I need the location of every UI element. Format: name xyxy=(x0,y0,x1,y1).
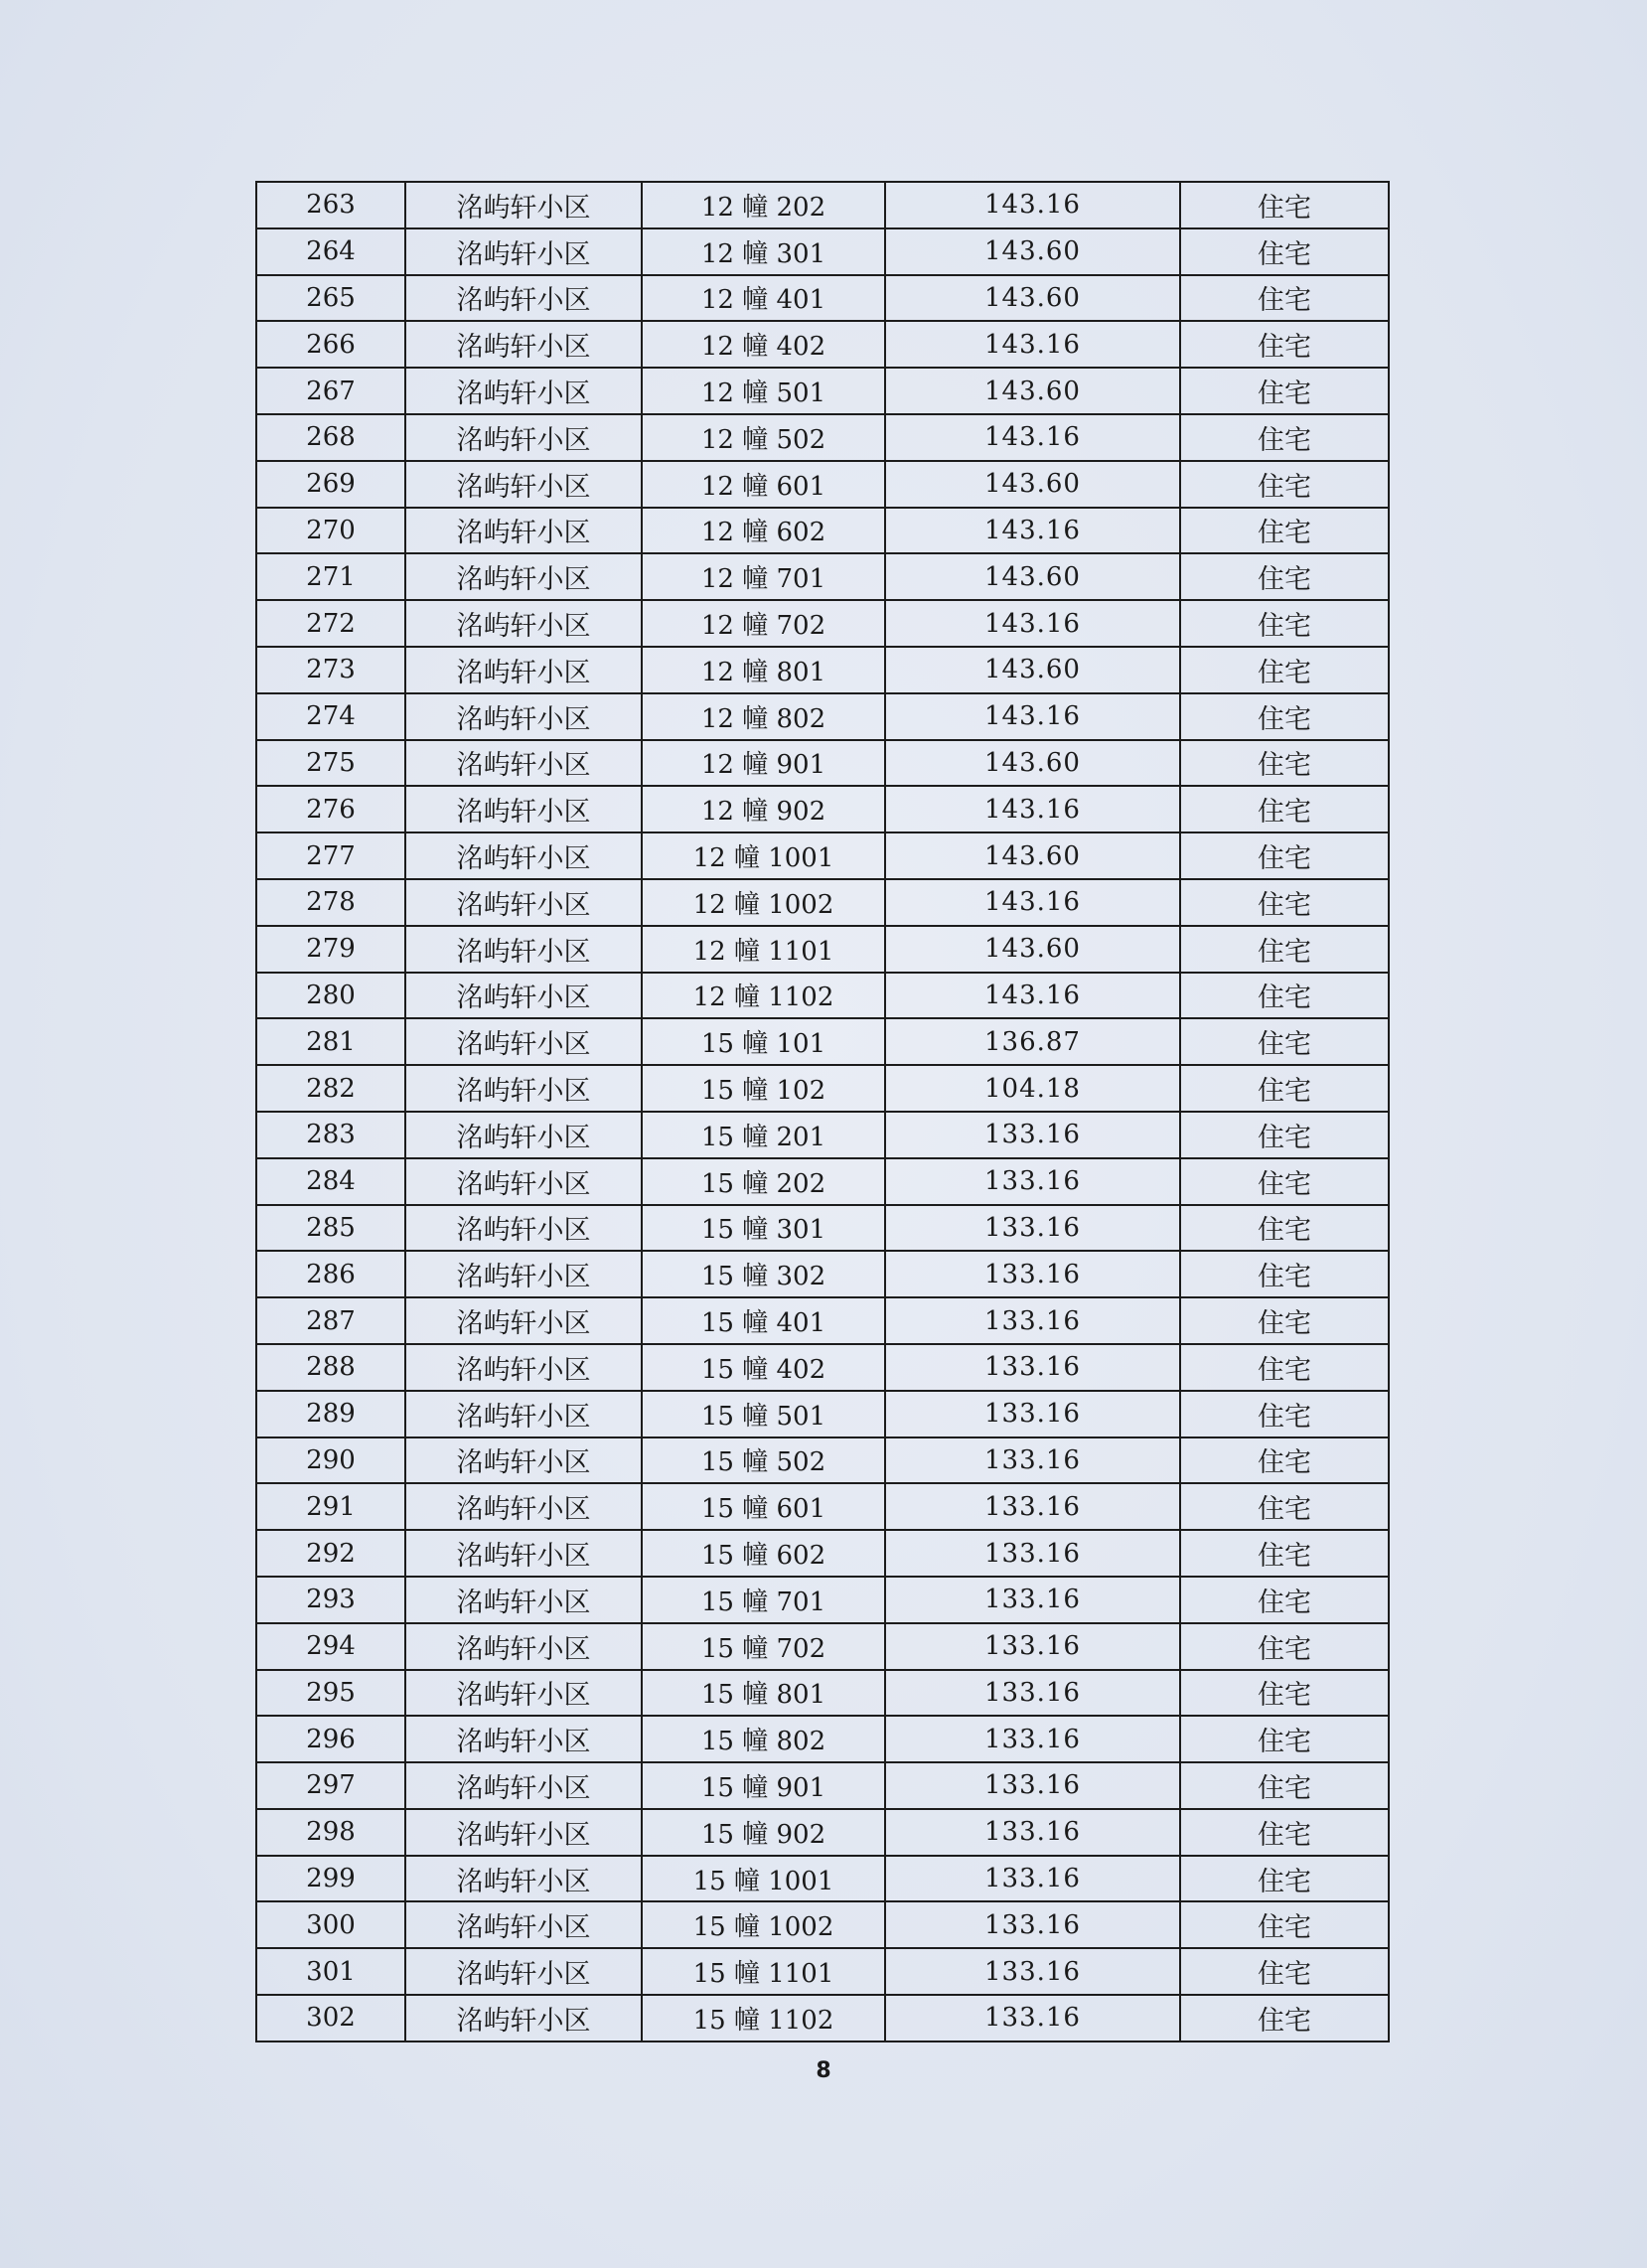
community-name-cell: 洺屿轩小区 xyxy=(405,1530,642,1577)
area-cell: 143.16 xyxy=(885,414,1180,461)
community-name-cell: 洺屿轩小区 xyxy=(405,1856,642,1902)
table-row xyxy=(256,1716,1389,1762)
row-number-cell: 302 xyxy=(256,1995,405,2041)
community-name-cell: 洺屿轩小区 xyxy=(405,693,642,740)
table-row xyxy=(256,647,1389,693)
usage-cell: 住宅 xyxy=(1180,1948,1389,1995)
unit-number-cell: 12 幢 401 xyxy=(642,275,885,322)
row-number-cell: 279 xyxy=(256,926,405,973)
community-name-cell: 洺屿轩小区 xyxy=(405,1762,642,1809)
table-row xyxy=(256,740,1389,787)
unit-number-cell: 15 幢 1001 xyxy=(642,1856,885,1902)
table-row xyxy=(256,926,1389,973)
community-name-cell: 洺屿轩小区 xyxy=(405,1205,642,1252)
usage-cell: 住宅 xyxy=(1180,926,1389,973)
table-row xyxy=(256,553,1389,600)
area-cell: 143.16 xyxy=(885,182,1180,228)
row-number-cell: 294 xyxy=(256,1623,405,1670)
table-row xyxy=(256,414,1389,461)
usage-cell: 住宅 xyxy=(1180,832,1389,879)
usage-cell: 住宅 xyxy=(1180,1995,1389,2041)
community-name-cell: 洺屿轩小区 xyxy=(405,1018,642,1065)
area-cell: 143.60 xyxy=(885,926,1180,973)
row-number-cell: 288 xyxy=(256,1344,405,1391)
area-cell: 143.16 xyxy=(885,879,1180,926)
area-cell: 133.16 xyxy=(885,1112,1180,1158)
usage-cell: 住宅 xyxy=(1180,1205,1389,1252)
area-cell: 133.16 xyxy=(885,1901,1180,1948)
usage-cell: 住宅 xyxy=(1180,508,1389,554)
unit-number-cell: 15 幢 401 xyxy=(642,1297,885,1344)
area-cell: 143.16 xyxy=(885,600,1180,647)
table-row xyxy=(256,275,1389,322)
usage-cell: 住宅 xyxy=(1180,647,1389,693)
unit-number-cell: 12 幢 1101 xyxy=(642,926,885,973)
usage-cell: 住宅 xyxy=(1180,461,1389,508)
area-cell: 143.60 xyxy=(885,647,1180,693)
row-number-cell: 276 xyxy=(256,786,405,832)
table-row xyxy=(256,879,1389,926)
area-cell: 133.16 xyxy=(885,1623,1180,1670)
table-row xyxy=(256,1018,1389,1065)
community-name-cell: 洺屿轩小区 xyxy=(405,508,642,554)
community-name-cell: 洺屿轩小区 xyxy=(405,275,642,322)
row-number-cell: 268 xyxy=(256,414,405,461)
usage-cell: 住宅 xyxy=(1180,600,1389,647)
table-row xyxy=(256,1437,1389,1484)
area-cell: 143.16 xyxy=(885,508,1180,554)
table-row xyxy=(256,321,1389,368)
table-row xyxy=(256,1809,1389,1856)
usage-cell: 住宅 xyxy=(1180,1809,1389,1856)
usage-cell: 住宅 xyxy=(1180,1762,1389,1809)
row-number-cell: 282 xyxy=(256,1065,405,1112)
table-row xyxy=(256,1205,1389,1252)
unit-number-cell: 12 幢 1002 xyxy=(642,879,885,926)
area-cell: 133.16 xyxy=(885,1716,1180,1762)
usage-cell: 住宅 xyxy=(1180,879,1389,926)
usage-cell: 住宅 xyxy=(1180,182,1389,228)
table-row xyxy=(256,1670,1389,1717)
area-cell: 133.16 xyxy=(885,1577,1180,1623)
unit-number-cell: 15 幢 602 xyxy=(642,1530,885,1577)
usage-cell: 住宅 xyxy=(1180,275,1389,322)
unit-number-cell: 15 幢 302 xyxy=(642,1251,885,1297)
area-cell: 133.16 xyxy=(885,1251,1180,1297)
table-row xyxy=(256,1251,1389,1297)
community-name-cell: 洺屿轩小区 xyxy=(405,1112,642,1158)
area-cell: 136.87 xyxy=(885,1018,1180,1065)
community-name-cell: 洺屿轩小区 xyxy=(405,786,642,832)
row-number-cell: 298 xyxy=(256,1809,405,1856)
community-name-cell: 洺屿轩小区 xyxy=(405,647,642,693)
area-cell: 133.16 xyxy=(885,1856,1180,1902)
usage-cell: 住宅 xyxy=(1180,1344,1389,1391)
area-cell: 133.16 xyxy=(885,1205,1180,1252)
row-number-cell: 263 xyxy=(256,182,405,228)
community-name-cell: 洺屿轩小区 xyxy=(405,879,642,926)
usage-cell: 住宅 xyxy=(1180,1391,1389,1437)
community-name-cell: 洺屿轩小区 xyxy=(405,1297,642,1344)
row-number-cell: 270 xyxy=(256,508,405,554)
unit-number-cell: 12 幢 601 xyxy=(642,461,885,508)
table-row xyxy=(256,1158,1389,1205)
community-name-cell: 洺屿轩小区 xyxy=(405,1437,642,1484)
row-number-cell: 281 xyxy=(256,1018,405,1065)
unit-number-cell: 12 幢 1102 xyxy=(642,973,885,1019)
row-number-cell: 271 xyxy=(256,553,405,600)
community-name-cell: 洺屿轩小区 xyxy=(405,1948,642,1995)
table-row xyxy=(256,786,1389,832)
community-name-cell: 洺屿轩小区 xyxy=(405,321,642,368)
usage-cell: 住宅 xyxy=(1180,1856,1389,1902)
row-number-cell: 275 xyxy=(256,740,405,787)
usage-cell: 住宅 xyxy=(1180,1297,1389,1344)
community-name-cell: 洺屿轩小区 xyxy=(405,1995,642,2041)
area-cell: 143.16 xyxy=(885,973,1180,1019)
usage-cell: 住宅 xyxy=(1180,1065,1389,1112)
unit-number-cell: 15 幢 701 xyxy=(642,1577,885,1623)
row-number-cell: 269 xyxy=(256,461,405,508)
community-name-cell: 洺屿轩小区 xyxy=(405,1483,642,1530)
usage-cell: 住宅 xyxy=(1180,414,1389,461)
area-cell: 133.16 xyxy=(885,1995,1180,2041)
row-number-cell: 297 xyxy=(256,1762,405,1809)
table-row xyxy=(256,1623,1389,1670)
unit-number-cell: 12 幢 502 xyxy=(642,414,885,461)
table-row xyxy=(256,973,1389,1019)
usage-cell: 住宅 xyxy=(1180,1112,1389,1158)
community-name-cell: 洺屿轩小区 xyxy=(405,228,642,275)
area-cell: 133.16 xyxy=(885,1530,1180,1577)
usage-cell: 住宅 xyxy=(1180,553,1389,600)
row-number-cell: 292 xyxy=(256,1530,405,1577)
row-number-cell: 274 xyxy=(256,693,405,740)
row-number-cell: 286 xyxy=(256,1251,405,1297)
area-cell: 143.60 xyxy=(885,228,1180,275)
unit-number-cell: 15 幢 702 xyxy=(642,1623,885,1670)
unit-number-cell: 15 幢 101 xyxy=(642,1018,885,1065)
row-number-cell: 273 xyxy=(256,647,405,693)
community-name-cell: 洺屿轩小区 xyxy=(405,1901,642,1948)
table-row xyxy=(256,508,1389,554)
unit-number-cell: 12 幢 901 xyxy=(642,740,885,787)
unit-number-cell: 15 幢 502 xyxy=(642,1437,885,1484)
table-row xyxy=(256,1483,1389,1530)
table-row xyxy=(256,1995,1389,2041)
row-number-cell: 290 xyxy=(256,1437,405,1484)
usage-cell: 住宅 xyxy=(1180,321,1389,368)
community-name-cell: 洺屿轩小区 xyxy=(405,1344,642,1391)
unit-number-cell: 15 幢 601 xyxy=(642,1483,885,1530)
community-name-cell: 洺屿轩小区 xyxy=(405,1623,642,1670)
row-number-cell: 280 xyxy=(256,973,405,1019)
page-number: 8 xyxy=(816,2058,831,2083)
unit-number-cell: 15 幢 1101 xyxy=(642,1948,885,1995)
unit-number-cell: 15 幢 902 xyxy=(642,1809,885,1856)
usage-cell: 住宅 xyxy=(1180,786,1389,832)
row-number-cell: 299 xyxy=(256,1856,405,1902)
usage-cell: 住宅 xyxy=(1180,1716,1389,1762)
row-number-cell: 267 xyxy=(256,368,405,414)
area-cell: 143.60 xyxy=(885,553,1180,600)
community-name-cell: 洺屿轩小区 xyxy=(405,1809,642,1856)
table-row xyxy=(256,832,1389,879)
community-name-cell: 洺屿轩小区 xyxy=(405,926,642,973)
unit-number-cell: 15 幢 402 xyxy=(642,1344,885,1391)
table-row xyxy=(256,228,1389,275)
row-number-cell: 266 xyxy=(256,321,405,368)
unit-number-cell: 15 幢 301 xyxy=(642,1205,885,1252)
row-number-cell: 278 xyxy=(256,879,405,926)
table-row xyxy=(256,1901,1389,1948)
row-number-cell: 272 xyxy=(256,600,405,647)
table-row xyxy=(256,693,1389,740)
usage-cell: 住宅 xyxy=(1180,1251,1389,1297)
row-number-cell: 289 xyxy=(256,1391,405,1437)
community-name-cell: 洺屿轩小区 xyxy=(405,414,642,461)
community-name-cell: 洺屿轩小区 xyxy=(405,1251,642,1297)
unit-number-cell: 12 幢 501 xyxy=(642,368,885,414)
usage-cell: 住宅 xyxy=(1180,1901,1389,1948)
table-row xyxy=(256,1112,1389,1158)
community-name-cell: 洺屿轩小区 xyxy=(405,740,642,787)
area-cell: 143.16 xyxy=(885,693,1180,740)
unit-number-cell: 15 幢 802 xyxy=(642,1716,885,1762)
usage-cell: 住宅 xyxy=(1180,1577,1389,1623)
area-cell: 143.60 xyxy=(885,461,1180,508)
community-name-cell: 洺屿轩小区 xyxy=(405,553,642,600)
unit-number-cell: 12 幢 802 xyxy=(642,693,885,740)
unit-number-cell: 12 幢 301 xyxy=(642,228,885,275)
row-number-cell: 287 xyxy=(256,1297,405,1344)
row-number-cell: 301 xyxy=(256,1948,405,1995)
row-number-cell: 285 xyxy=(256,1205,405,1252)
row-number-cell: 296 xyxy=(256,1716,405,1762)
usage-cell: 住宅 xyxy=(1180,740,1389,787)
unit-number-cell: 12 幢 402 xyxy=(642,321,885,368)
unit-number-cell: 12 幢 602 xyxy=(642,508,885,554)
area-cell: 133.16 xyxy=(885,1297,1180,1344)
usage-cell: 住宅 xyxy=(1180,1530,1389,1577)
row-number-cell: 264 xyxy=(256,228,405,275)
area-cell: 133.16 xyxy=(885,1344,1180,1391)
usage-cell: 住宅 xyxy=(1180,1670,1389,1717)
unit-number-cell: 12 幢 801 xyxy=(642,647,885,693)
community-name-cell: 洺屿轩小区 xyxy=(405,832,642,879)
usage-cell: 住宅 xyxy=(1180,228,1389,275)
table-row xyxy=(256,600,1389,647)
usage-cell: 住宅 xyxy=(1180,368,1389,414)
row-number-cell: 283 xyxy=(256,1112,405,1158)
unit-number-cell: 15 幢 202 xyxy=(642,1158,885,1205)
unit-number-cell: 12 幢 702 xyxy=(642,600,885,647)
unit-number-cell: 15 幢 901 xyxy=(642,1762,885,1809)
community-name-cell: 洺屿轩小区 xyxy=(405,973,642,1019)
table-body xyxy=(256,182,1389,2041)
community-name-cell: 洺屿轩小区 xyxy=(405,1065,642,1112)
area-cell: 143.60 xyxy=(885,275,1180,322)
area-cell: 133.16 xyxy=(885,1670,1180,1717)
unit-number-cell: 15 幢 1102 xyxy=(642,1995,885,2041)
housing-table xyxy=(255,181,1390,2042)
usage-cell: 住宅 xyxy=(1180,1437,1389,1484)
unit-number-cell: 15 幢 801 xyxy=(642,1670,885,1717)
unit-number-cell: 12 幢 1001 xyxy=(642,832,885,879)
community-name-cell: 洺屿轩小区 xyxy=(405,1716,642,1762)
community-name-cell: 洺屿轩小区 xyxy=(405,1577,642,1623)
unit-number-cell: 12 幢 902 xyxy=(642,786,885,832)
row-number-cell: 291 xyxy=(256,1483,405,1530)
table-row xyxy=(256,1391,1389,1437)
usage-cell: 住宅 xyxy=(1180,693,1389,740)
area-cell: 133.16 xyxy=(885,1391,1180,1437)
community-name-cell: 洺屿轩小区 xyxy=(405,1391,642,1437)
usage-cell: 住宅 xyxy=(1180,973,1389,1019)
area-cell: 133.16 xyxy=(885,1483,1180,1530)
area-cell: 104.18 xyxy=(885,1065,1180,1112)
unit-number-cell: 12 幢 202 xyxy=(642,182,885,228)
area-cell: 143.60 xyxy=(885,832,1180,879)
usage-cell: 住宅 xyxy=(1180,1483,1389,1530)
usage-cell: 住宅 xyxy=(1180,1018,1389,1065)
area-cell: 133.16 xyxy=(885,1948,1180,1995)
unit-number-cell: 15 幢 1002 xyxy=(642,1901,885,1948)
area-cell: 143.16 xyxy=(885,321,1180,368)
table-row xyxy=(256,1856,1389,1902)
community-name-cell: 洺屿轩小区 xyxy=(405,368,642,414)
community-name-cell: 洺屿轩小区 xyxy=(405,1670,642,1717)
table-row xyxy=(256,368,1389,414)
area-cell: 143.16 xyxy=(885,786,1180,832)
unit-number-cell: 15 幢 201 xyxy=(642,1112,885,1158)
area-cell: 133.16 xyxy=(885,1437,1180,1484)
unit-number-cell: 15 幢 501 xyxy=(642,1391,885,1437)
area-cell: 143.60 xyxy=(885,740,1180,787)
table-row xyxy=(256,1065,1389,1112)
community-name-cell: 洺屿轩小区 xyxy=(405,1158,642,1205)
area-cell: 133.16 xyxy=(885,1762,1180,1809)
area-cell: 143.60 xyxy=(885,368,1180,414)
table-row xyxy=(256,1577,1389,1623)
table-row xyxy=(256,1344,1389,1391)
community-name-cell: 洺屿轩小区 xyxy=(405,600,642,647)
usage-cell: 住宅 xyxy=(1180,1623,1389,1670)
row-number-cell: 284 xyxy=(256,1158,405,1205)
usage-cell: 住宅 xyxy=(1180,1158,1389,1205)
community-name-cell: 洺屿轩小区 xyxy=(405,182,642,228)
table-row xyxy=(256,1530,1389,1577)
area-cell: 133.16 xyxy=(885,1809,1180,1856)
row-number-cell: 295 xyxy=(256,1670,405,1717)
unit-number-cell: 12 幢 701 xyxy=(642,553,885,600)
unit-number-cell: 15 幢 102 xyxy=(642,1065,885,1112)
row-number-cell: 300 xyxy=(256,1901,405,1948)
row-number-cell: 293 xyxy=(256,1577,405,1623)
table-row xyxy=(256,1762,1389,1809)
table-row xyxy=(256,1297,1389,1344)
community-name-cell: 洺屿轩小区 xyxy=(405,461,642,508)
row-number-cell: 265 xyxy=(256,275,405,322)
area-cell: 133.16 xyxy=(885,1158,1180,1205)
table-row xyxy=(256,182,1389,228)
row-number-cell: 277 xyxy=(256,832,405,879)
table-row xyxy=(256,1948,1389,1995)
table-row xyxy=(256,461,1389,508)
